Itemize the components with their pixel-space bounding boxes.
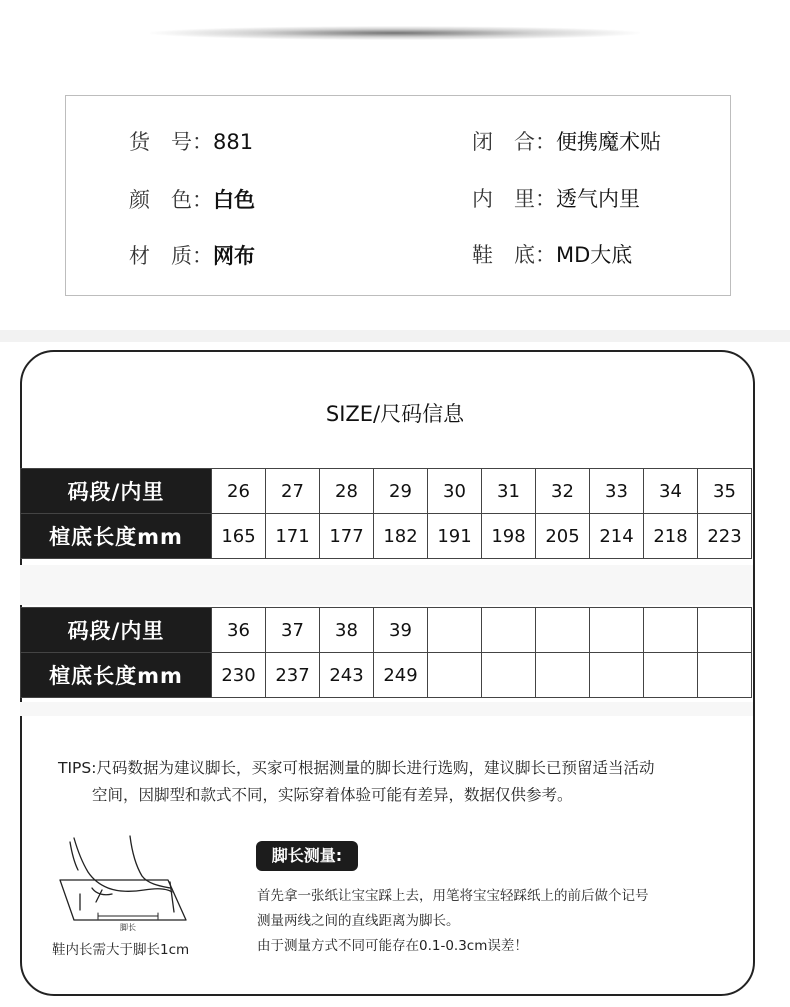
length-cell: 182 (374, 514, 428, 559)
table-gap-band (20, 565, 753, 605)
size-table-2 (20, 607, 752, 698)
row-label-length: 楦底长度mm (21, 653, 212, 698)
size-table-1 (20, 468, 752, 559)
empty-cell (644, 653, 698, 698)
spec-item-material: 材 质：网布 (129, 244, 255, 268)
empty-cell (698, 653, 752, 698)
length-cell: 237 (266, 653, 320, 698)
empty-cell (482, 608, 536, 653)
table-row (21, 608, 752, 653)
length-cell: 214 (590, 514, 644, 559)
length-cell: 223 (698, 514, 752, 559)
spec-item-lining: 内 里：透气内里 (472, 187, 640, 211)
row-label-size: 码段/内里 (21, 608, 212, 653)
empty-cell (644, 608, 698, 653)
spec-item-sole: 鞋 底：MD大底 (472, 243, 633, 267)
table-row (21, 469, 752, 514)
length-cell: 205 (536, 514, 590, 559)
row-label-size: 码段/内里 (21, 469, 212, 514)
size-cell: 35 (698, 469, 752, 514)
empty-cell (428, 608, 482, 653)
shoe-length-caption: 鞋内长需大于脚长1cm (52, 942, 190, 958)
foot-measure-illustration-icon (52, 832, 192, 932)
tips-line-2: 空间，因脚型和款式不同，实际穿着体验可能有差异，数据仅供参考。 (92, 786, 573, 804)
spec-item-closure: 闭 合：便携魔术贴 (472, 130, 661, 154)
measure-instructions (257, 884, 737, 959)
tips-text (58, 755, 738, 809)
size-cell: 31 (482, 469, 536, 514)
size-cell: 38 (320, 608, 374, 653)
empty-cell (536, 653, 590, 698)
length-cell: 191 (428, 514, 482, 559)
size-cell: 36 (212, 608, 266, 653)
empty-cell (698, 608, 752, 653)
size-cell: 28 (320, 469, 374, 514)
row-label-length: 楦底长度mm (21, 514, 212, 559)
spec-item-color: 颜 色：白色 (129, 188, 255, 212)
section-divider (0, 330, 790, 342)
top-shadow-decoration (150, 26, 640, 40)
length-cell: 177 (320, 514, 374, 559)
size-cell: 39 (374, 608, 428, 653)
measure-line-2: 测量两线之间的直线距离为脚长。 (257, 913, 460, 929)
empty-cell (482, 653, 536, 698)
empty-cell (590, 608, 644, 653)
table-bottom-band (20, 702, 753, 716)
spec-item-number: 货 号：881 (129, 130, 254, 154)
tips-line-1: TIPS:尺码数据为建议脚长，买家可根据测量的脚长进行选购，建议脚长已预留适当活动 (58, 759, 655, 777)
size-cell: 33 (590, 469, 644, 514)
size-cell: 34 (644, 469, 698, 514)
length-cell: 198 (482, 514, 536, 559)
length-cell: 249 (374, 653, 428, 698)
size-cell: 30 (428, 469, 482, 514)
length-cell: 218 (644, 514, 698, 559)
measure-line-3: 由于测量方式不同可能存在0.1-0.3cm误差！ (257, 938, 528, 954)
measure-line-1: 首先拿一张纸让宝宝踩上去，用笔将宝宝轻踩纸上的前后做个记号 (257, 888, 649, 904)
length-cell: 171 (266, 514, 320, 559)
size-cell: 27 (266, 469, 320, 514)
empty-cell (590, 653, 644, 698)
size-cell: 32 (536, 469, 590, 514)
size-cell: 37 (266, 608, 320, 653)
length-cell: 165 (212, 514, 266, 559)
length-cell: 243 (320, 653, 374, 698)
length-cell: 230 (212, 653, 266, 698)
table-row (21, 514, 752, 559)
foot-measure-badge: 脚长测量: (256, 841, 358, 871)
empty-cell (428, 653, 482, 698)
table-row (21, 653, 752, 698)
size-title: SIZE/尺码信息 (325, 402, 465, 426)
size-cell: 29 (374, 469, 428, 514)
figure-label: 脚长 (120, 923, 136, 932)
empty-cell (536, 608, 590, 653)
size-cell: 26 (212, 469, 266, 514)
